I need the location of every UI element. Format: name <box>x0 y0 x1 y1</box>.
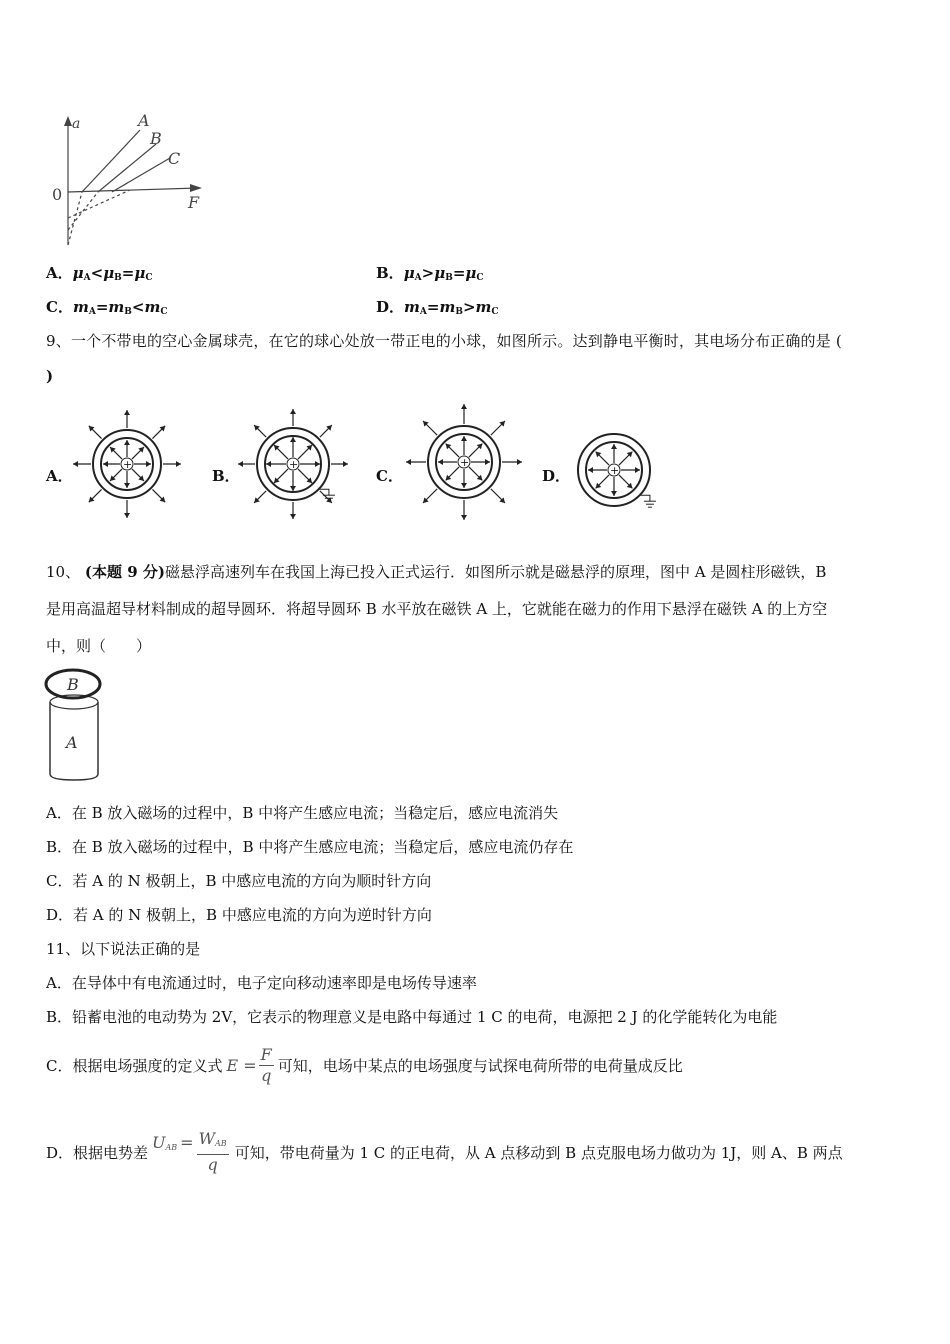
q11-option-c <box>46 1040 683 1090</box>
field-arrow-inner-head <box>588 467 593 473</box>
q11-option-c-post: 可知，电场中某点的电场强度与试探电荷所带的电荷量成反比 <box>277 1056 683 1075</box>
q9-stem-line2: ) <box>46 367 54 385</box>
q11-option-c-pre: C．根据电场强度的定义式 <box>46 1056 223 1075</box>
field-arrow-inner-head <box>124 440 130 445</box>
field-arrow-inner-head <box>461 483 467 488</box>
q11-option-d-post: 可知，带电荷量为 1 C 的正电荷，从 A 点移动到 B 点克服电场力做功为 1J，则 A、B 两点 <box>234 1143 843 1162</box>
formula-u-num <box>197 1129 229 1155</box>
q10-points: (本题 9 分) <box>84 563 165 581</box>
field-arrow-outer-head <box>176 461 181 467</box>
field-diagram-c <box>408 404 520 520</box>
charge-sign: + <box>123 458 133 471</box>
field-arrow-inner-head <box>124 483 130 488</box>
formula-e-lhs: E = <box>226 1055 257 1075</box>
q10-option-a: A．在 B 放入磁场的过程中，B 中将产生感应电流；当稳定后，感应电流消失 <box>46 804 559 822</box>
charge-sign: + <box>610 464 620 477</box>
formula-u-den: q <box>207 1155 218 1174</box>
a-f-graph <box>40 100 220 250</box>
field-diagram-b <box>238 408 348 520</box>
option-letter: D． <box>376 298 405 316</box>
field-arrow-outer-head <box>343 461 348 467</box>
formula-u-num-sub: AB <box>215 1139 227 1148</box>
formula-e-fraction <box>259 1045 274 1086</box>
formula-u-fraction <box>197 1129 229 1175</box>
field-arrow-outer-head <box>406 459 411 465</box>
q8-option-a: A．$\mu_A<\mu_B=\mu_C$ <box>46 264 153 283</box>
formula-u-sub: AB <box>165 1142 178 1152</box>
ground-wire <box>640 495 650 501</box>
field-arrow-inner-head <box>315 461 320 467</box>
q10-option-c: C．若 A 的 N 极朝上，B 中感应电流的方向为顺时针方向 <box>46 872 432 890</box>
q10-stem-text1: 磁悬浮高速列车在我国上海已投入正式运行．如图所示就是磁悬浮的原理，图中 A 是圆柱形磁铁，B <box>164 563 827 581</box>
formula-u-num-symbol: W <box>198 1129 216 1148</box>
q11-option-d <box>46 1124 843 1180</box>
q8-option-d: D．$m_A=m_B>m_C$ <box>376 298 499 317</box>
formula-u-eq: = <box>180 1132 194 1152</box>
field-arrow-inner-head <box>290 437 296 442</box>
formula-u-symbol: U <box>152 1132 166 1152</box>
q8-option-b: B．$\mu_A>\mu_B=\mu_C$ <box>376 264 484 283</box>
q11-option-d-pre: D．根据电势差 <box>46 1143 149 1162</box>
option-letter: B． <box>376 264 404 282</box>
q10-number: 10、 <box>46 563 81 581</box>
field-diagram-d <box>574 430 670 510</box>
q9-choice-c: C． <box>376 467 403 485</box>
field-arrow-outer-head <box>461 404 467 409</box>
q9-choice-d: D． <box>542 467 571 485</box>
field-arrow-inner-head <box>611 444 617 449</box>
q11-option-b: B．铅蓄电池的电动势为 2V，它表示的物理意义是电路中每通过 1 C 的电荷，电源把 2 J 的化学能转化为电能 <box>46 1008 778 1026</box>
maglev-figure <box>44 668 108 784</box>
line-label-a: A <box>138 111 150 130</box>
q10-option-d: D．若 A 的 N 极朝上，B 中感应电流的方向为逆时针方向 <box>46 906 432 924</box>
formula-e-den: q <box>261 1065 272 1085</box>
q9-choice-a: A． <box>46 467 73 485</box>
q10-option-b: B．在 B 放入磁场的过程中，B 中将产生感应电流；当稳定后，感应电流仍存在 <box>46 838 574 856</box>
field-arrow-outer-head <box>124 513 130 518</box>
field-arrow-inner-head <box>103 461 108 467</box>
formula-u-lhs <box>152 1133 177 1152</box>
field-arrow-outer-head <box>238 461 243 467</box>
q9-stem-line1: 9、一个不带电的空心金属球壳，在它的球心处放一带正电的小球，如图所示。达到静电平衡时，其电场分布正确的是 ( <box>46 332 842 350</box>
q10-stem-line2: 是用高温超导材料制成的超导圆环．将超导圆环 B 水平放在磁铁 A 上，它就能在磁力的作用下悬浮在磁铁 A 的上方空 <box>46 600 828 618</box>
field-arrow-inner-head <box>290 486 296 491</box>
q11-option-a: A．在导体中有电流通过时，电子定向移动速率即是电场传导速率 <box>46 974 477 992</box>
charge-sign: + <box>460 456 470 469</box>
field-arrow-inner-head <box>146 461 151 467</box>
field-arrow-outer-head <box>290 409 296 414</box>
field-arrow-outer-head <box>73 461 78 467</box>
q10-stem-line3: 中，则（ ） <box>46 637 152 655</box>
option-letter: A． <box>46 264 73 282</box>
field-arrow-outer-head <box>517 459 522 465</box>
q8-option-c: C．$m_A=m_B<m_C$ <box>46 298 168 317</box>
magnet-label: A <box>66 733 78 752</box>
origin-label: 0 <box>52 185 63 204</box>
line-label-b: B <box>150 129 162 148</box>
field-arrow-inner-head <box>635 467 640 473</box>
field-arrow-outer-head <box>290 514 296 519</box>
option-letter: C． <box>46 298 73 316</box>
axis-y-label: a <box>72 116 81 132</box>
q11-stem: 11、以下说法正确的是 <box>46 940 201 958</box>
field-arrow-inner-head <box>461 436 467 441</box>
q10-stem-line1 <box>46 561 826 582</box>
field-arrow-outer-head <box>124 410 130 415</box>
line-label-c: C <box>168 149 181 168</box>
field-arrow-inner-head <box>611 491 617 496</box>
q9-choice-b: B． <box>212 467 240 485</box>
field-arrow-inner-head <box>266 461 271 467</box>
formula-e-num: F <box>260 1044 272 1064</box>
field-arrow-outer-head <box>461 515 467 520</box>
field-arrow-inner-head <box>438 459 443 465</box>
ring-label: B <box>67 675 79 694</box>
field-arrow-inner-head <box>485 459 490 465</box>
field-diagram-a <box>72 408 182 520</box>
charge-sign: + <box>289 458 299 471</box>
axis-x-label: F <box>188 193 200 212</box>
